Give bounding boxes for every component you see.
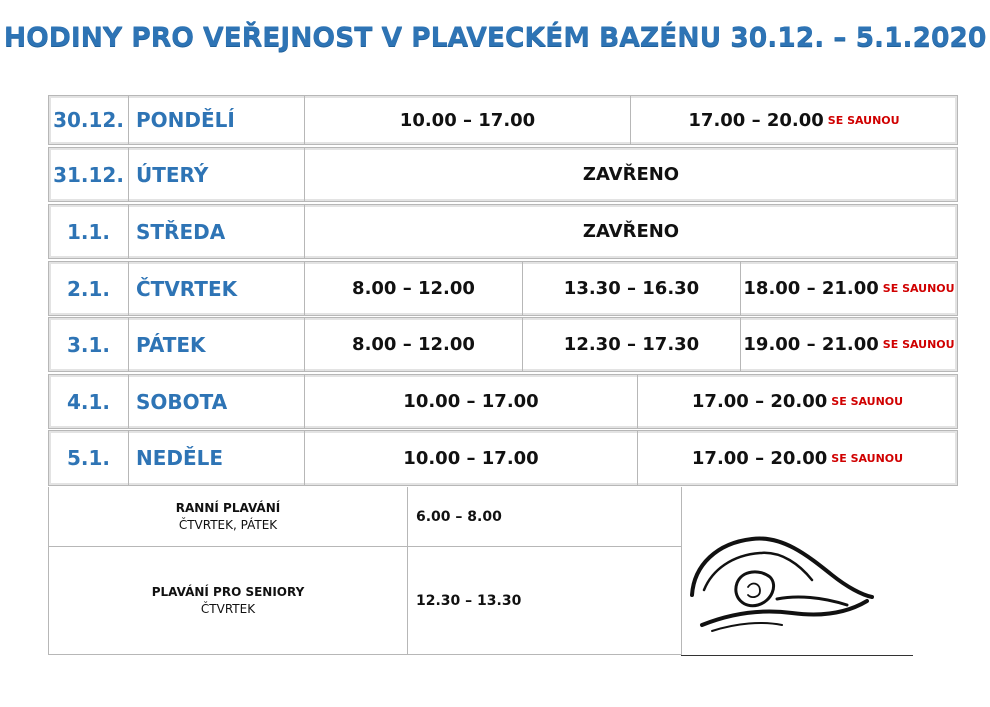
slot-text: 8.00 – 12.00	[352, 334, 475, 355]
time-slot	[305, 96, 631, 144]
special-name-cell	[49, 547, 408, 654]
closed-cell	[305, 148, 957, 201]
slot-text: 10.00 – 17.00	[403, 391, 539, 412]
schedule-row	[48, 147, 958, 202]
special-name: PLAVÁNÍ PRO SENIORY	[151, 585, 305, 599]
special-time: 6.00 – 8.00	[408, 487, 682, 546]
slot-text: 17.00 – 20.00	[691, 447, 828, 469]
row-day: PÁTEK	[129, 318, 305, 371]
slot-text: 18.00 – 21.00	[743, 278, 879, 299]
schedule-row	[48, 317, 958, 372]
special-time: 12.30 – 13.30	[408, 547, 682, 654]
schedule-row	[48, 374, 958, 429]
time-slot	[638, 431, 957, 485]
time-slot	[305, 431, 638, 485]
slot-text: 19.00 – 21.00	[743, 334, 879, 355]
row-day: ČTVRTEK	[129, 262, 305, 315]
sauna-note: SE SAUNOU	[827, 113, 900, 127]
slot-text: 8.00 – 12.00	[352, 278, 475, 299]
time-slot	[631, 96, 957, 144]
time-slot	[523, 262, 741, 315]
slot-text: ZAVŘENO	[582, 221, 680, 242]
schedule-row	[48, 95, 958, 145]
special-name-cell	[49, 487, 408, 546]
schedule-row	[48, 204, 958, 259]
slot-text: 10.00 – 17.00	[399, 109, 536, 131]
slot-text: 17.00 – 20.00	[691, 391, 828, 412]
slot-text: 10.00 – 17.00	[403, 447, 539, 469]
time-slot	[305, 375, 638, 428]
special-row	[49, 547, 682, 655]
swimmer-icon	[682, 525, 882, 635]
slot-text: 13.30 – 16.30	[563, 278, 700, 299]
time-slot	[741, 318, 957, 371]
row-day: NEDĚLE	[129, 431, 305, 485]
slot-text: ZAVŘENO	[582, 164, 680, 185]
slot-text: 12.30 – 17.30	[563, 334, 700, 355]
row-day: SOBOTA	[129, 375, 305, 428]
special-name: RANNÍ PLAVÁNÍ	[175, 501, 281, 515]
schedule-row	[48, 261, 958, 316]
sauna-note: SE SAUNOU	[882, 338, 955, 351]
title-text: HODINY PRO VEŘEJNOST V PLAVECKÉM BAZÉNU 30.12. – 5.1.2020	[3, 22, 987, 53]
row-date: 3.1.	[49, 318, 129, 371]
sauna-note: SE SAUNOU	[831, 451, 904, 465]
row-date: 1.1.	[49, 205, 129, 258]
row-date: 4.1.	[49, 375, 129, 428]
time-slot	[305, 262, 523, 315]
row-date: 30.12.	[49, 96, 129, 144]
divider	[681, 655, 913, 656]
time-slot	[523, 318, 741, 371]
row-date: 5.1.	[49, 431, 129, 485]
sauna-note: SE SAUNOU	[882, 282, 955, 295]
row-day: ÚTERÝ	[129, 148, 305, 201]
special-row	[49, 487, 682, 547]
time-slot	[741, 262, 957, 315]
row-date: 2.1.	[49, 262, 129, 315]
special-sessions-table	[48, 487, 682, 655]
row-day: PONDĚLÍ	[129, 96, 305, 144]
page-title	[0, 22, 990, 53]
schedule-row	[48, 430, 958, 486]
row-day: STŘEDA	[129, 205, 305, 258]
slot-text: 17.00 – 20.00	[688, 109, 824, 131]
special-days: ČTVRTEK	[200, 602, 256, 616]
sauna-note: SE SAUNOU	[831, 395, 904, 408]
closed-cell	[305, 205, 957, 258]
time-slot	[638, 375, 957, 428]
special-days: ČTVRTEK, PÁTEK	[178, 518, 278, 532]
time-slot	[305, 318, 523, 371]
row-date: 31.12.	[49, 148, 129, 201]
